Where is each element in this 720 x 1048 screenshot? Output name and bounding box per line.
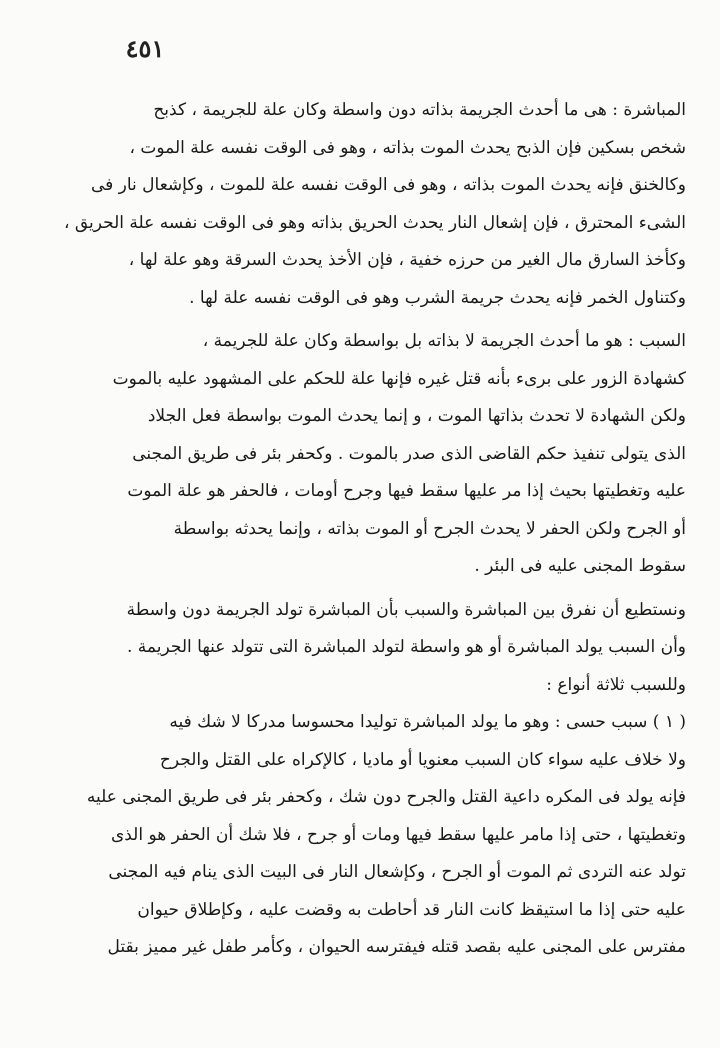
text-line: وكأخذ السارق مال الغير من حرزه خفية ، فإن الأخذ يحدث السرقة وهو علة لها ،	[128, 250, 686, 270]
text-line: ونستطيع أن نفرق بين المباشرة والسبب بأن المباشرة تولد الجريمة دون واسطة	[126, 599, 686, 620]
text-line: ولكن الشهادة لا تحدث بذاتها الموت ، و إنما يحدث الموت بواسطة فعل الجلاد	[147, 406, 686, 426]
paragraph-types-heading	[58, 667, 686, 705]
paragraph-sensory-cause	[58, 704, 686, 967]
text-line: مفترس على المجنى عليه بقصد قتله فيفترسه الحيوان ، وكأمر طفل غير مميز بقتل	[107, 937, 686, 957]
paragraph-indirect-cause	[58, 323, 686, 586]
text-line: شخص بسكين فإن الذبح يحدث الموت بذاته ، وهو فى الوقت نفسه علة الموت ،	[129, 137, 686, 158]
text-line: ولا خلاف عليه سواء كان السبب معنويا أو ماديا ، كالإكراه على القتل والجرح	[159, 749, 686, 770]
text-line: وأن السبب يولد المباشرة أو هو واسطة لتولد المباشرة التى تتولد عنها الجريمة .	[127, 637, 686, 657]
text-line: عليه وتغطيتها بحيث إذا مر عليها سقط فيها وجرح أومات ، فالحفر هو علة الموت	[127, 481, 686, 501]
text-line: كشهادة الزور على برىء بأنه قتل غيره فإنها علة للحكم على المشهود عليه بالموت	[112, 368, 686, 389]
text-line: فإنه يولد فى المكره داعية القتل والجرح دون شك ، وكحفر بئر فى طريق المجنى عليه	[86, 787, 686, 807]
text-line: الذى يتولى تنفيذ حكم القاضى الذى صدر بالموت . وكحفر بئر فى طريق المجنى	[132, 443, 686, 464]
text-line: أو الجرح ولكن الحفر لا يحدث الجرح أو الموت بذاته ، وإنما يحدثه بواسطة	[173, 518, 686, 539]
paragraph-distinction	[58, 592, 686, 667]
text-line: ( ١ ) سبب حسى : وهو ما يولد المباشرة توليدا محسوسا مدركا لا شك فيه	[169, 712, 686, 732]
text-line: عليه حتى إذا ما استيقظ كانت النار قد أحاطت به وقضت عليه ، وكإطلاق حيوان	[137, 899, 686, 920]
text-line: وللسبب ثلاثة أنواع :	[546, 674, 686, 695]
text-line: سقوط المجنى عليه فى البئر .	[474, 556, 686, 576]
text-line: المباشرة : هى ما أحدث الجريمة بذاته دون واسطة وكان علة للجريمة ، كذبح	[153, 100, 686, 120]
text-line: الشىء المحترق ، فإن إشعال النار يحدث الحريق بذاته وهو فى الوقت نفسه علة الحريق ،	[63, 212, 686, 233]
body-text	[58, 92, 686, 967]
text-line: وتغطيتها ، حتى إذا مامر عليها سقط فيها ومات أو جرح ، فلا شك أن الحفر هو الذى	[110, 824, 686, 845]
paragraph-direct-cause	[58, 92, 686, 317]
page-number: ٤٥١	[125, 34, 165, 63]
text-line: تولد عنه التردى ثم الموت أو الجرح ، وكإشعال النار فى البيت الذى ينام فيه المجنى	[108, 862, 686, 882]
text-line: السبب : هو ما أحدث الجريمة لا بذاته بل بواسطة وكان علة للجريمة ،	[202, 331, 686, 351]
text-line: وكالخنق فإنه يحدث الموت بذاته ، وهو فى الوقت نفسه علة للموت ، وكإشعال نار فى	[90, 175, 686, 195]
text-line: وكتناول الخمر فإنه يحدث جريمة الشرب وهو فى الوقت نفسه علة لها .	[189, 287, 686, 308]
